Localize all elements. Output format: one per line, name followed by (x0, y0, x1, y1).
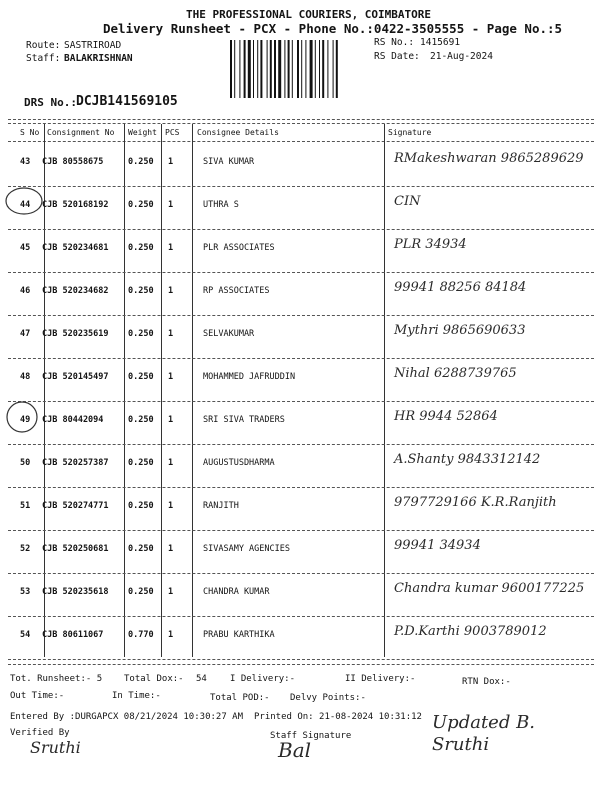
row-consignment-no: CJB 80442094 (42, 415, 104, 425)
row-sno: 43 (20, 157, 31, 167)
row-consignee: PRABU KARTHIKA (203, 630, 275, 640)
row-divider (8, 487, 594, 488)
row-consignee: SELVAKUMAR (203, 329, 255, 339)
row-weight: 0.250 (128, 587, 154, 597)
verified-by-label: Verified By (10, 728, 70, 738)
rtn-dox-label: RTN Dox:- (462, 677, 511, 687)
row-sno: 49 (20, 415, 31, 425)
row-consignee: RANJITH (203, 501, 239, 511)
row-consignment-no: CJB 80558675 (42, 157, 104, 167)
printed-on: Printed On: 21-08-2024 10:31:12 (254, 712, 422, 722)
row-handwritten-signature: Mythri 9865690633 (394, 323, 526, 338)
barcode-bar (230, 40, 232, 98)
row-consignment-no: CJB 520234681 (42, 243, 109, 253)
row-pcs: 1 (168, 544, 174, 554)
table-row (8, 231, 594, 274)
table-row (8, 274, 594, 317)
row-consignment-no: CJB 80611067 (42, 630, 104, 640)
row-handwritten-signature: Chandra kumar 9600177225 (394, 581, 585, 596)
row-sno: 50 (20, 458, 31, 468)
row-weight: 0.250 (128, 157, 154, 167)
row-handwritten-signature: P.D.Karthi 9003789012 (394, 624, 547, 639)
row-handwritten-signature: Nihal 6288739765 (394, 366, 517, 381)
row-pcs: 1 (168, 329, 174, 339)
row-consignee: SIVASAMY AGENCIES (203, 544, 290, 554)
row-divider (8, 229, 594, 230)
row-consignment-no: CJB 520257387 (42, 458, 109, 468)
row-sno: 45 (20, 243, 31, 253)
barcode-bar (322, 40, 324, 98)
company-title: THE PROFESSIONAL COURIERS, COIMBATORE (186, 8, 432, 21)
row-weight: 0.250 (128, 458, 154, 468)
barcode-bar (297, 40, 299, 98)
barcode-bar (319, 40, 320, 98)
col-header-consignment: Consignment No (47, 128, 115, 137)
row-consignment-no: CJB 520274771 (42, 501, 109, 511)
barcode-bar (239, 40, 240, 98)
row-pcs: 1 (168, 587, 174, 597)
barcode-bar (234, 40, 235, 98)
row-pcs: 1 (168, 372, 174, 382)
total-dox-value: 54 (196, 674, 207, 684)
row-handwritten-signature: RMakeshwaran 9865289629 (394, 151, 584, 166)
row-weight: 0.250 (128, 544, 154, 554)
row-pcs: 1 (168, 243, 174, 253)
row-sno: 44 (20, 200, 31, 210)
entered-by: Entered By :DURGAPCX 08/21/2024 10:30:27 AM (10, 712, 243, 722)
total-dox-label: Total Dox:- (124, 674, 184, 684)
row-handwritten-signature: PLR 34934 (394, 237, 467, 252)
row-weight: 0.250 (128, 372, 154, 382)
barcode-bar (244, 40, 246, 98)
pen-circle-mark (4, 400, 40, 434)
row-divider (8, 616, 594, 617)
table-row (8, 317, 594, 360)
row-sno: 47 (20, 329, 31, 339)
row-pcs: 1 (168, 286, 174, 296)
row-sno: 54 (20, 630, 31, 640)
barcode-bar (315, 40, 316, 98)
staff-label: Staff: (26, 53, 61, 64)
table-row (8, 532, 594, 575)
drs-value: DCJB141569105 (76, 94, 178, 109)
barcode-bar (310, 40, 313, 98)
barcode-bar (305, 40, 306, 98)
row-divider (8, 530, 594, 531)
barcode-bar (327, 40, 328, 98)
barcode-bar (336, 40, 338, 98)
row-handwritten-signature: A.Shanty 9843312142 (394, 452, 541, 467)
row-consignment-no: CJB 520234682 (42, 286, 109, 296)
row-consignee: MOHAMMED JAFRUDDIN (203, 372, 296, 382)
tot-runsheet: Tot. Runsheet:- 5 (10, 674, 103, 684)
row-divider (8, 186, 594, 187)
row-pcs: 1 (168, 630, 174, 640)
row-consignee: PLR ASSOCIATES (203, 243, 275, 253)
barcode-bar (274, 40, 276, 98)
row-weight: 0.770 (128, 630, 154, 640)
staff-value: BALAKRISHNAN (64, 53, 133, 64)
row-pcs: 1 (168, 157, 174, 167)
row-divider (8, 659, 594, 660)
row-sno: 46 (20, 286, 31, 296)
row-divider (8, 358, 594, 359)
table-row (8, 188, 594, 231)
row-sno: 51 (20, 501, 31, 511)
updated-handwritten-note: Updated B. Sruthi (432, 712, 536, 755)
barcode-bar (301, 40, 302, 98)
barcode-bar (267, 40, 268, 98)
table-row (8, 489, 594, 532)
rs-no-value: 1415691 (420, 37, 461, 48)
rs-no-label: RS No.: (374, 37, 415, 48)
row-consignment-no: CJB 520145497 (42, 372, 109, 382)
out-time-label: Out Time:- (10, 691, 65, 701)
row-consignee: CHANDRA KUMAR (203, 587, 270, 597)
row-handwritten-signature: 99941 88256 84184 (394, 280, 527, 295)
in-time-label: In Time:- (112, 691, 161, 701)
col-header-signature: Signature (388, 128, 432, 137)
barcode-bar (257, 40, 258, 98)
ii-delivery-label: II Delivery:- (345, 674, 416, 684)
table-row (8, 360, 594, 403)
verified-handwritten-sign: Sruthi (30, 738, 81, 757)
drs-label: DRS No.: (24, 96, 77, 109)
table-top-rule-2 (8, 123, 594, 124)
barcode-bar (253, 40, 254, 98)
row-consignment-no: CJB 520168192 (42, 200, 109, 210)
rs-date-value: 21-Aug-2024 (430, 51, 493, 62)
pen-circle-mark (4, 186, 44, 216)
row-consignee: UTHRA S (203, 200, 239, 210)
table-row (8, 618, 594, 661)
col-header-pcs: PCS (165, 128, 180, 137)
row-divider (8, 272, 594, 273)
col-header-sno: S No (20, 128, 40, 137)
row-handwritten-signature: HR 9944 52864 (394, 409, 498, 424)
row-weight: 0.250 (128, 286, 154, 296)
route-value: SASTRIROAD (64, 40, 122, 51)
barcode-bar (284, 40, 285, 98)
row-pcs: 1 (168, 501, 174, 511)
row-consignment-no: CJB 520250681 (42, 544, 109, 554)
total-pod-label: Total POD:- (210, 693, 270, 703)
row-weight: 0.250 (128, 243, 154, 253)
table-header-rule (8, 141, 594, 142)
barcode-bar (292, 40, 293, 98)
row-sno: 53 (20, 587, 31, 597)
barcode-bar (288, 40, 290, 98)
row-handwritten-signature: 9797729166 K.R.Ranjith (394, 495, 557, 510)
row-pcs: 1 (168, 200, 174, 210)
rs-date-label: RS Date: (374, 51, 420, 62)
staff-signature-label: Staff Signature (270, 731, 352, 741)
row-pcs: 1 (168, 458, 174, 468)
row-weight: 0.250 (128, 329, 154, 339)
i-delivery-label: I Delivery:- (230, 674, 296, 684)
row-divider (8, 444, 594, 445)
row-divider (8, 315, 594, 316)
table-top-rule (8, 119, 594, 120)
route-label: Route: (26, 40, 61, 51)
table-row (8, 575, 594, 618)
row-pcs: 1 (168, 415, 174, 425)
row-handwritten-signature: 99941 34934 (394, 538, 481, 553)
row-divider (8, 401, 594, 402)
barcode-image (228, 38, 368, 100)
row-weight: 0.250 (128, 415, 154, 425)
row-weight: 0.250 (128, 501, 154, 511)
barcode-bar (248, 40, 251, 98)
col-header-weight: Weight (128, 128, 157, 137)
row-sno: 48 (20, 372, 31, 382)
row-consignee: SRI SIVA TRADERS (203, 415, 285, 425)
table-row (8, 145, 594, 188)
barcode-bar (278, 40, 281, 98)
row-consignment-no: CJB 520235618 (42, 587, 109, 597)
col-header-consignee: Consignee Details (197, 128, 279, 137)
row-consignment-no: CJB 520235619 (42, 329, 109, 339)
row-consignee: RP ASSOCIATES (203, 286, 270, 296)
table-row (8, 403, 594, 446)
runsheet-subtitle: Delivery Runsheet - PCX - Phone No.:0422-3505555 - Page No.:5 (103, 21, 563, 36)
staff-handwritten-sign: Bal (278, 738, 312, 762)
row-consignee: SIVA KUMAR (203, 157, 255, 167)
footer-top-rule (8, 664, 594, 665)
barcode-bar (270, 40, 272, 98)
row-handwritten-signature: CIN (394, 194, 421, 209)
row-weight: 0.250 (128, 200, 154, 210)
delvy-points-label: Delvy Points:- (290, 693, 366, 703)
table-row (8, 446, 594, 489)
barcode-bar (333, 40, 334, 98)
row-divider (8, 573, 594, 574)
row-consignee: AUGUSTUSDHARMA (203, 458, 275, 468)
barcode-bar (260, 40, 262, 98)
row-sno: 52 (20, 544, 31, 554)
